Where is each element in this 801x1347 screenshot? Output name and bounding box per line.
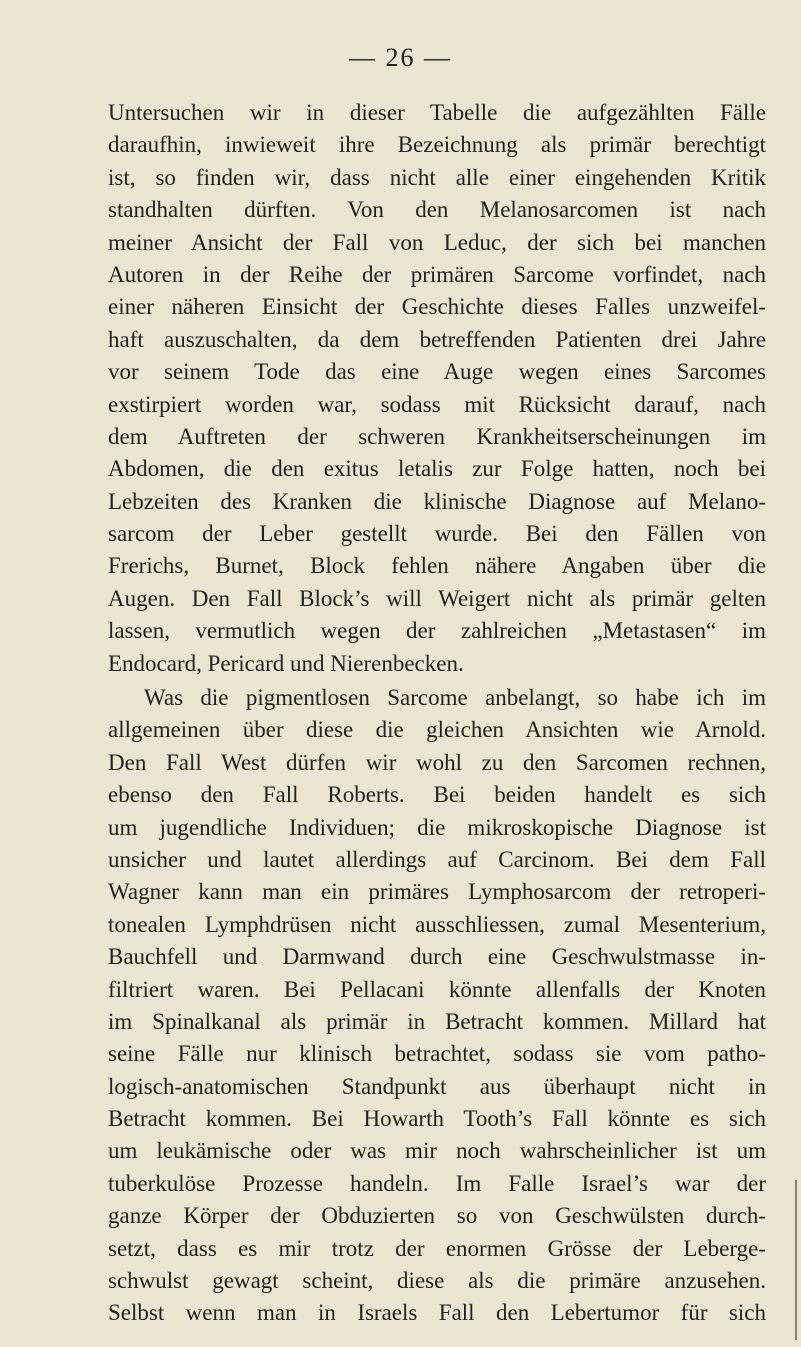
- text-line: Bauchfell und Darmwand durch eine Geschwulstmasse in-: [108, 944, 766, 970]
- page-edge-mark: [795, 1180, 797, 1340]
- text-line: Den Fall West dürfen wir wohl zu den Sarcomen rechnen,: [108, 749, 766, 775]
- text-line: seine Fälle nur klinisch betrachtet, sodass sie vom patho-: [108, 1041, 766, 1067]
- text-line: tuberkulöse Prozesse handeln. Im Falle Israel’s war der: [108, 1170, 766, 1196]
- text-line: vor seinem Tode das eine Auge wegen eines Sarcomes: [108, 359, 766, 385]
- text-line: unsicher und lautet allerdings auf Carcinom. Bei dem Fall: [108, 846, 766, 872]
- text-line: filtriert waren. Bei Pellacani könnte allenfalls der Knoten: [108, 976, 766, 1002]
- page-number: — 26 —: [349, 43, 452, 72]
- text-line: ganze Körper der Obduzierten so von Geschwülsten durch-: [108, 1203, 766, 1229]
- text-line: Was die pigmentlosen Sarcome anbelangt, so habe ich im: [144, 685, 766, 710]
- text-line: lassen, vermutlich wegen der zahlreichen „Metastasen“ im: [108, 618, 766, 644]
- text-line: tonealen Lymphdrüsen nicht ausschliessen, zumal Mesenterium,: [108, 911, 766, 937]
- text-line: um leukämische oder was mir noch wahrscheinlicher ist um: [108, 1138, 766, 1164]
- paragraph-2: [108, 682, 766, 1330]
- text-line: im Spinalkanal als primär in Betracht kommen. Millard hat: [108, 1008, 766, 1034]
- text-line: Lebzeiten des Kranken die klinische Diagnose auf Melano-: [108, 488, 766, 514]
- text-line: um jugendliche Individuen; die mikroskopische Diagnose ist: [108, 814, 766, 840]
- text-line: Autoren in der Reihe der primären Sarcome vorfindet, nach: [108, 261, 766, 287]
- paragraph-1: [108, 97, 766, 680]
- text-line: Endocard, Pericard und Nierenbecken.: [108, 650, 464, 676]
- text-line: logisch-anatomischen Standpunkt aus überhaupt nicht in: [108, 1073, 766, 1099]
- text-line: setzt, dass es mir trotz der enormen Grösse der Leberge-: [108, 1235, 766, 1261]
- text-line: dem Auftreten der schweren Krankheitserscheinungen im: [108, 423, 766, 449]
- text-line: Augen. Den Fall Block’s will Weigert nicht als primär gelten: [108, 585, 766, 611]
- text-line: Wagner kann man ein primäres Lymphosarcom der retroperi-: [108, 879, 766, 905]
- text-line: meiner Ansicht der Fall von Leduc, der sich bei manchen: [108, 229, 766, 255]
- text-line: ist, so finden wir, dass nicht alle einer eingehenden Kritik: [108, 164, 766, 190]
- text-line: standhalten dürften. Von den Melanosarcomen ist nach: [108, 197, 766, 223]
- text-line: Selbst wenn man in Israels Fall den Lebertumor für sich: [108, 1300, 766, 1326]
- text-line: Betracht kommen. Bei Howarth Tooth’s Fall könnte es sich: [108, 1106, 766, 1132]
- text-line: ebenso den Fall Roberts. Bei beiden handelt es sich: [108, 782, 766, 808]
- text-line: exstirpiert worden war, sodass mit Rücksicht darauf, nach: [108, 391, 766, 417]
- text-line: einer näheren Einsicht der Geschichte dieses Falles unzweifel-: [108, 294, 766, 320]
- text-line: haft auszuschalten, da dem betreffenden Patienten drei Jahre: [108, 326, 766, 352]
- text-line: allgemeinen über diese die gleichen Ansichten wie Arnold.: [108, 717, 766, 743]
- text-line: sarcom der Leber gestellt wurde. Bei den Fällen von: [108, 521, 766, 547]
- text-line: Frerichs, Burnet, Block fehlen nähere Angaben über die: [108, 553, 766, 579]
- text-line: Untersuchen wir in dieser Tabelle die aufgezählten Fälle: [108, 100, 766, 125]
- text-line: schwulst gewagt scheint, diese als die primäre anzusehen.: [108, 1268, 766, 1294]
- text-line: daraufhin, inwieweit ihre Bezeichnung als primär berechtigt: [108, 132, 766, 158]
- text-line: Abdomen, die den exitus letalis zur Folge hatten, noch bei: [108, 456, 766, 482]
